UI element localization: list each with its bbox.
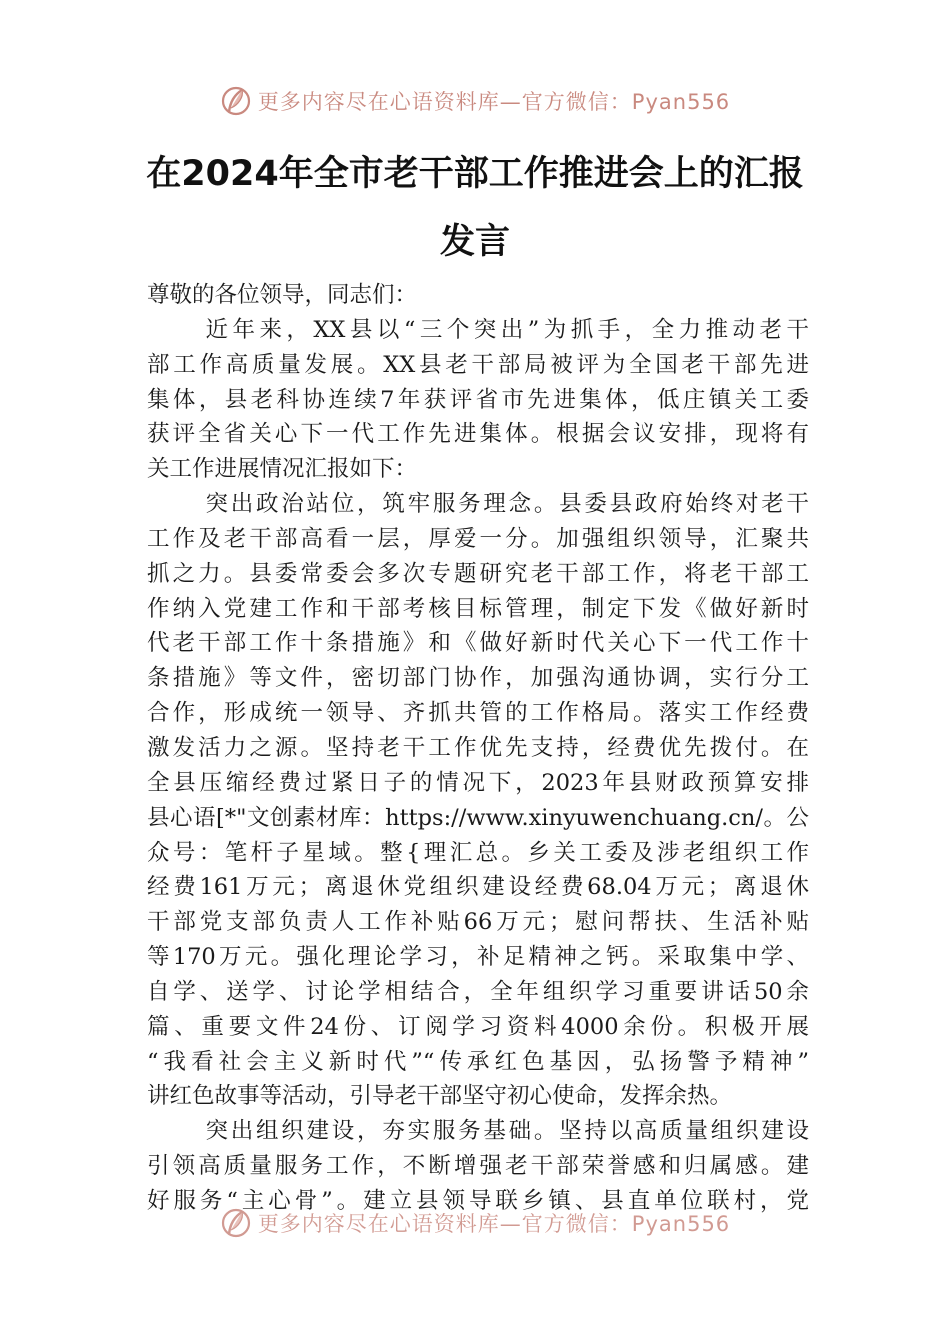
document-title-line1: 在2024年全市老干部工作推进会上的汇报 [146,154,804,194]
text-line: 作纳入党建工作和干部考核目标管理，制定下发《做好新时 [147,595,809,622]
text-line: 县心语[*"文创素材库：https://www.xinyuwenchuang.cn/。公 [147,804,809,831]
text-line: 突出政治站位，筑牢服务理念。县委县政府始终对老干 [205,491,809,518]
text-line: 突出组织建设，夯实服务基础。坚持以高质量组织建设 [205,1118,809,1145]
text-line: 众号：笔杆子星域。整{理汇总。乡关工委及涉老组织工作 [147,839,809,866]
quill-logo-icon [220,1207,252,1239]
text-line: 激发活力之源。坚持老干工作优先支持，经费优先拨付。在 [147,734,809,761]
text-line: “我看社会主义新时代”“传承红色基因，弘扬警予精神” [147,1048,809,1075]
document-body [147,278,809,1219]
text-line: 自学、送学、讨论学相结合，全年组织学习重要讲话50余 [147,978,809,1005]
quill-logo-icon [220,85,252,117]
text-line: 篇、重要文件24份、订阅学习资料4000余份。积极开展 [147,1013,809,1040]
watermark-text: 更多内容尽在心语资料库—官方微信：Pyan556 [257,90,731,114]
text-line: 工作及老干部高看一层，厚爱一分。加强组织领导，汇聚共 [147,525,809,552]
text-line: 获评全省关心下一代工作先进集体。根据会议安排，现将有 [147,421,809,448]
text-line: 条措施》等文件，密切部门协作，加强沟通协调，实行分工 [147,665,809,692]
text-line: 集体，县老科协连续7年获评省市先进集体，低庄镇关工委 [147,386,809,413]
text-line: 全县压缩经费过紧日子的情况下，2023年县财政预算安排 [147,769,809,796]
footer-watermark [0,1206,950,1240]
text-line: 干部党支部负责人工作补贴66万元；慰问帮扶、生活补贴 [147,909,809,936]
text-line: 抓之力。县委常委会多次专题研究老干部工作，将老干部工 [147,560,809,587]
text-line: 经费161万元；离退休党组织建设经费68.04万元；离退休 [147,874,809,901]
text-line: 好服务“主心骨”。建立县领导联乡镇、县直单位联村，党 [147,1187,809,1214]
text-line: 引领高质量服务工作，不断增强老干部荣誉感和归属感。建 [147,1153,809,1180]
text-line: 讲红色故事等活动，引导老干部坚守初心使命，发挥余热。 [147,1083,733,1110]
salutation-line: 尊敬的各位领导，同志们： [147,282,418,308]
header-watermark [0,84,950,118]
text-line: 代老干部工作十条措施》和《做好新时代关心下一代工作十 [147,630,809,657]
text-line: 近年来，XX县以“三个突出”为抓手，全力推动老干 [205,316,809,343]
text-line: 部工作高质量发展。XX县老干部局被评为全国老干部先进 [147,351,809,378]
text-line: 关工作进展情况汇报如下： [147,456,418,483]
text-line: 等170万元。强化理论学习，补足精神之钙。采取集中学、 [147,944,809,971]
text-line: 合作，形成统一领导、齐抓共管的工作格局。落实工作经费 [147,700,809,727]
document-title-line2: 发言 [439,222,510,262]
watermark-text: 更多内容尽在心语资料库—官方微信：Pyan556 [257,1212,731,1236]
